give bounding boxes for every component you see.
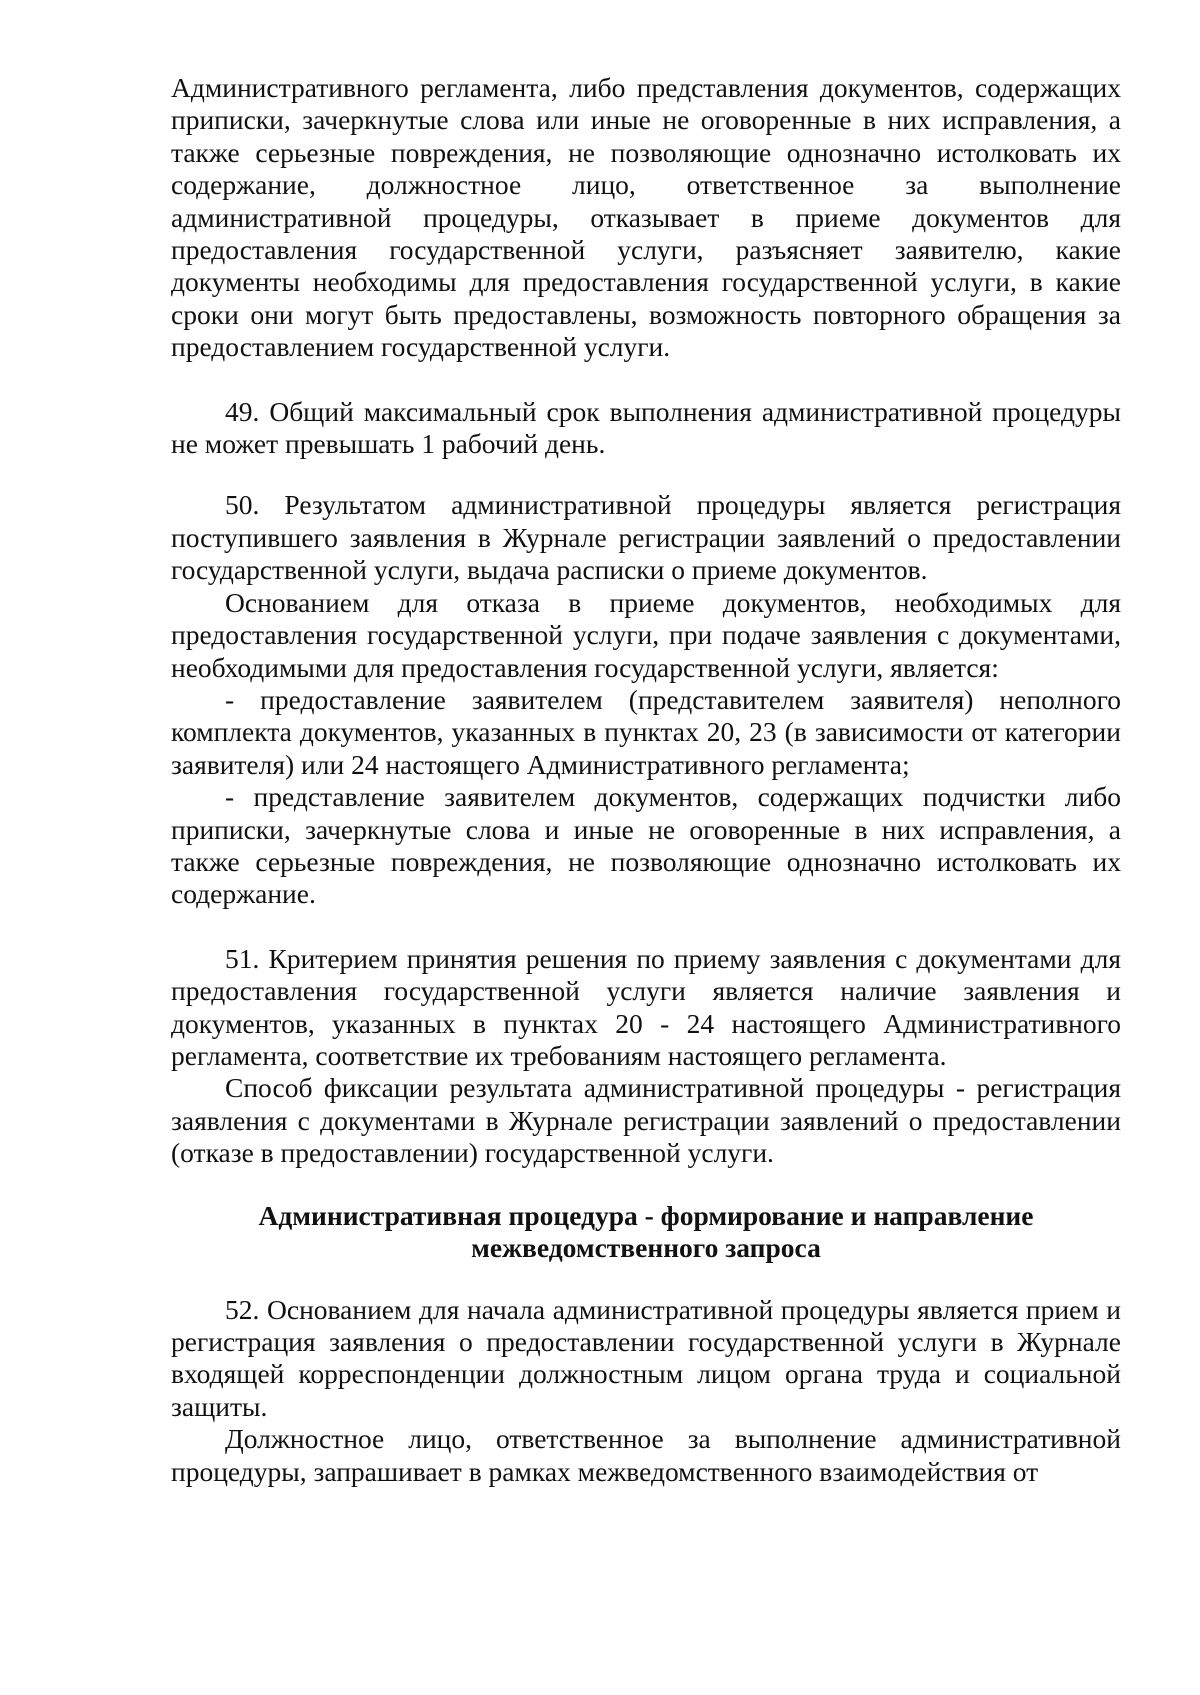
paragraph-52-official: Должностное лицо, ответственное за выполнение административной процедуры, запрашивает в рамках межведомственного взаимодействия от: [171, 1423, 1121, 1487]
paragraph-50: 50. Результатом административной процедуры является регистрация поступившего заявления в Журнале регистрации заявлений о предоставлении государственной услуги, выдача расписки о приеме документов.: [171, 489, 1121, 586]
paragraph-51: 51. Критерием принятия решения по приему заявления с документами для предоставления государственной услуги является наличие заявления и документов, указанных в пунктах 20 - 24 настоящего Административного регламента, соответствие их требованиям настоящего регламента.: [171, 942, 1121, 1071]
paragraph-51-fixation: Способ фиксации результата административной процедуры - регистрация заявления с документами в Журнале регистрации заявлений о предоставлении (отказе в предоставлении) государственной услуги.: [171, 1072, 1121, 1169]
paragraph-49: 49. Общий максимальный срок выполнения административной процедуры не может превышать 1 рабочий день.: [171, 395, 1121, 460]
paragraph-50-item-corrections: - представление заявителем документов, содержащих подчистки либо приписки, зачеркнутые слова и иные не оговоренные в них исправления, а также серьезные повреждения, не позволяющие однозначно истолковать их содержание.: [171, 781, 1121, 910]
paragraph-52: 52. Основанием для начала административной процедуры является прием и регистрация заявления о предоставлении государственной услуги в Журнале входящей корреспонденции должностным лицом органа труда и социальной защиты.: [171, 1293, 1121, 1422]
paragraph-50-item-incomplete: - предоставление заявителем (представителем заявителя) неполного комплекта документов, указанных в пунктах 20, 23 (в зависимости от категории заявителя) или 24 настоящего Административного регламента;: [171, 683, 1121, 780]
paragraph-continuation: Административного регламента, либо представления документов, содержащих приписки, зачеркнутые слова или иные не оговоренные в них исправления, а также серьезные повреждения, не позволяющие однозначно истолковать их содержание, должностное лицо, ответственное за выполнение административной процедуры, отказывает в приеме документов для предоставления государственной услуги, разъясняет заявителю, какие документы необходимы для предоставления государственной услуги, в какие сроки они могут быть предоставлены, возможность повторного обращения за предоставлением государственной услуги.: [171, 72, 1121, 363]
section-heading: Административная процедура - формирование и направление межведомственного запроса: [258, 1199, 1034, 1263]
document-page: [171, 72, 1121, 1488]
paragraph-50-refusal-grounds: Основанием для отказа в приеме документов, необходимых для предоставления государственной услуги, при подаче заявления с документами, необходимыми для предоставления государственной услуги, является:: [171, 586, 1121, 683]
